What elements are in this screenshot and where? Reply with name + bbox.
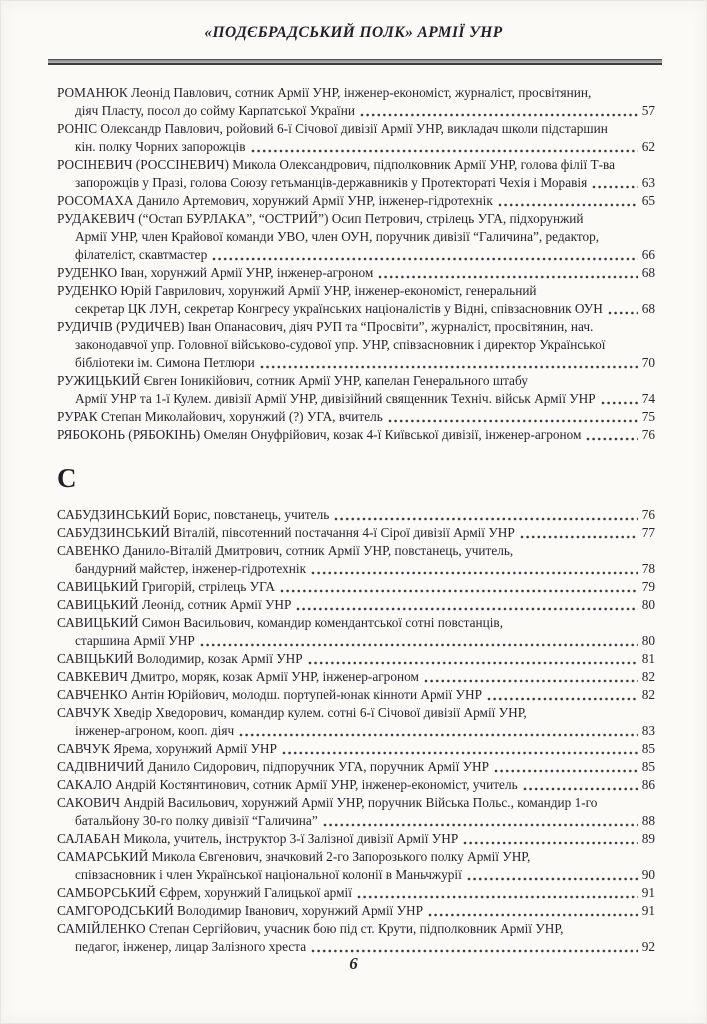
entry-line — [57, 426, 655, 444]
entry-line: САВЕНКО Данило-Віталій Дмитрович, сотник Армії УНР, повстанець, учитель, — [57, 543, 514, 558]
dot-leader — [494, 769, 638, 773]
toc-entry — [57, 884, 655, 902]
entry-text: бібліотеки ім. Симона Петлюри — [75, 355, 255, 370]
entry-page-number: 76 — [641, 427, 655, 442]
entry-text: САБУДЗИНСЬКИЙ Віталій, півсотенний постачання 4-ї Сірої дивізії Армії УНР — [57, 525, 515, 540]
entry-line — [57, 686, 655, 704]
entry-page-number: 70 — [641, 355, 655, 370]
entry-text: секретар ЦК ЛУН, секретар Конгресу українських націоналістів у Відні, співзасновник ОУН — [75, 301, 603, 316]
toc-entry — [57, 264, 655, 282]
entry-line — [57, 506, 655, 524]
entry-text: інженер-агроном, кооп. діяч — [75, 723, 235, 738]
dot-leader — [592, 185, 638, 189]
entry-page-number: 81 — [641, 651, 655, 666]
toc-entry — [57, 156, 655, 192]
toc-entry — [57, 506, 655, 524]
entry-line — [57, 596, 655, 614]
entry-text: САВІЦЬКИЙ Володимир, козак Армії УНР — [57, 651, 303, 666]
dot-leader — [200, 643, 638, 647]
dot-leader — [498, 203, 638, 207]
entry-text: РОСОМАХА Данило Артемович, хорунжий Армії УНР, інженер-гідротехнік — [57, 193, 493, 208]
entry-line — [57, 632, 655, 650]
header-rule — [48, 59, 662, 65]
entry-page-number: 68 — [641, 265, 655, 280]
entry-line: РОСІНЕВИЧ (РОССІНЕВИЧ) Микола Олександрович, підполковник Армії УНР, голова філії Т-ва — [57, 157, 616, 172]
entry-page-number: 63 — [641, 175, 655, 190]
entry-text: запорожців у Празі, голова Союзу гетьманців-державників у Протектораті Чехія і Моравія — [75, 175, 588, 190]
entry-text: РУДЕНКО Іван, хорунжий Армії УНР, інженер-агроном — [57, 265, 374, 280]
toc-entry — [57, 408, 655, 426]
toc-entry — [57, 848, 655, 884]
entry-line — [57, 560, 655, 578]
dot-leader — [378, 275, 637, 279]
dot-leader — [520, 535, 638, 539]
dot-leader — [357, 895, 638, 899]
entry-page-number: 85 — [641, 741, 655, 756]
entry-line: САМІЙЛЕНКО Степан Сергійович, учасник бою під ст. Крути, підполковник Армії УНР, — [57, 921, 564, 936]
entry-line: РОМАНЮК Леонід Павлович, сотник Армії УНР, інженер-економіст, журналіст, просвітянин, — [57, 85, 592, 100]
entry-text: САМБОРСЬКИЙ Єфрем, хорунжий Галицької армії — [57, 885, 352, 900]
entry-page-number: 82 — [641, 687, 655, 702]
entry-line: РУДЕНКО Юрій Гаврилович, хорунжий Армії УНР, інженер-економіст, генеральний — [57, 283, 537, 298]
entry-text: РУРАК Степан Миколайович, хорунжий (?) УГА, вчитель — [57, 409, 383, 424]
dot-leader — [311, 571, 638, 575]
entry-line — [57, 524, 655, 542]
running-title: «ПОДЄБРАДСЬКИЙ ПОЛК» АРМІЇ УНР — [204, 24, 503, 41]
footer-page-number: 6 — [349, 954, 358, 973]
entry-line — [57, 740, 655, 758]
entry-line — [57, 902, 655, 920]
entry-line — [57, 390, 655, 408]
toc-entry — [57, 758, 655, 776]
entry-line: САКОВИЧ Андрій Васильович, хорунжий Армії УНР, поручник Війська Польс., командир 1-го — [57, 795, 598, 810]
toc-entry — [57, 372, 655, 408]
entry-line: Армії УНР, член Крайової команди УВО, член ОУН, поручник дивізії “Галичина”, редактор, — [75, 229, 600, 244]
dot-leader — [487, 697, 638, 701]
entry-line — [57, 102, 655, 120]
entry-text: філателіст, скавтмастер — [75, 247, 208, 262]
entry-page-number: 85 — [641, 759, 655, 774]
dot-leader — [323, 823, 638, 827]
dot-leader — [212, 257, 637, 261]
entry-line — [57, 192, 655, 210]
entry-text: САВИЦЬКИЙ Григорій, стрілець УГА — [57, 579, 275, 594]
section-letter: С — [57, 463, 77, 493]
entry-text: САВИЦЬКИЙ Леонід, сотник Армії УНР — [57, 597, 292, 612]
toc-entry — [57, 210, 655, 264]
entry-line — [57, 668, 655, 686]
entry-line — [57, 758, 655, 776]
entry-line — [57, 650, 655, 668]
entry-page-number: 77 — [641, 525, 655, 540]
toc-entry — [57, 192, 655, 210]
entry-page-number: 91 — [641, 885, 655, 900]
entry-line: РОНІС Олександр Павлович, ройовий 6-ї Січової дивізії Армії УНР, викладач школи підстаршин — [57, 121, 608, 136]
toc-entry — [57, 578, 655, 596]
entry-page-number: 62 — [641, 139, 655, 154]
entry-page-number: 57 — [641, 103, 655, 118]
entry-text: САВЧУК Ярема, хорунжий Армії УНР — [57, 741, 277, 756]
entry-line: САВИЦЬКИЙ Симон Васильович, командир комендантської сотні повстанців, — [57, 615, 504, 630]
entry-line — [57, 300, 655, 318]
entry-line — [57, 174, 655, 192]
entry-text: старшина Армії УНР — [75, 633, 195, 648]
dot-leader — [311, 949, 638, 953]
toc-entry — [57, 668, 655, 686]
entry-text: САКАЛО Андрій Костянтинович, сотник Армії УНР, інженер-економіст, учитель — [57, 777, 518, 792]
entry-text: діяч Пласту, посол до сойму Карпатської України — [75, 103, 355, 118]
dot-leader — [608, 311, 638, 315]
dot-leader — [467, 877, 638, 881]
toc-entry — [57, 318, 655, 372]
toc-index — [57, 84, 655, 956]
dot-leader — [424, 679, 638, 683]
entry-page-number: 78 — [641, 561, 655, 576]
entry-text: САДІВНИЧИЙ Данило Сидорович, підпоручник УГА, поручник Армії УНР — [57, 759, 490, 774]
dot-leader — [334, 517, 637, 521]
entry-line — [57, 722, 655, 740]
dot-leader — [296, 607, 637, 611]
entry-line — [57, 830, 655, 848]
entry-page-number: 75 — [641, 409, 655, 424]
entry-page-number: 80 — [641, 633, 655, 648]
entry-text: педагог, інженер, лицар Залізного хреста — [75, 939, 307, 954]
entry-page-number: 82 — [641, 669, 655, 684]
entry-line — [57, 866, 655, 884]
toc-entry — [57, 614, 655, 650]
entry-text: САВЧЕНКО Антін Юрійович, молодш. портупей-юнак кінноти Армії УНР — [57, 687, 482, 702]
toc-entry — [57, 704, 655, 740]
entry-page-number: 88 — [641, 813, 655, 828]
toc-entry — [57, 650, 655, 668]
entry-line: РУДАКЕВИЧ (“Остап БУРЛАКА”, “ОСТРИЙ”) Осип Петрович, стрілець УГА, підхорунжий — [57, 211, 584, 226]
toc-entry — [57, 830, 655, 848]
entry-line — [57, 246, 655, 264]
dot-leader — [601, 401, 638, 405]
entry-page-number: 74 — [641, 391, 655, 406]
entry-line — [57, 884, 655, 902]
toc-entry — [57, 920, 655, 956]
entry-line: САВЧУК Хведір Хведорович, командир кулем. сотні 6-ї Січової дивізії Армії УНР, — [57, 705, 527, 720]
dot-leader — [280, 589, 638, 593]
entry-line — [57, 776, 655, 794]
entry-page-number: 92 — [641, 939, 655, 954]
dot-leader — [282, 751, 638, 755]
entry-line — [57, 408, 655, 426]
entry-text: кін. полку Чорних запорожців — [75, 139, 246, 154]
entry-page-number: 89 — [641, 831, 655, 846]
entry-text: САВКЕВИЧ Дмитро, моряк, козак Армії УНР, інженер-агроном — [57, 669, 419, 684]
entry-text: співзасновник і член Української національної колонії в Маньчжурії — [75, 867, 462, 882]
entry-line: САМАРСЬКИЙ Микола Євгенович, значковий 2-го Запорозького полку Армії УНР, — [57, 849, 531, 864]
entry-text: САЛАБАН Микола, учитель, інструктор 3-ї Залізної дивізії Армії УНР — [57, 831, 459, 846]
entry-line: РУЖИЦЬКИЙ Євген Іоникійович, сотник Армії УНР, капелан Генерального штабу — [57, 373, 528, 388]
dot-leader — [251, 149, 638, 153]
entry-page-number: 76 — [641, 507, 655, 522]
entry-page-number: 86 — [641, 777, 655, 792]
dot-leader — [586, 437, 637, 441]
entry-text: РЯБОКОНЬ (РЯБОКІНЬ) Омелян Онуфрійович, козак 4-ї Київської дивізії, інженер-агроном — [57, 427, 582, 442]
entry-page-number: 79 — [641, 579, 655, 594]
entry-page-number: 80 — [641, 597, 655, 612]
dot-leader — [523, 787, 638, 791]
entry-line — [57, 812, 655, 830]
toc-entry — [57, 902, 655, 920]
toc-entry — [57, 426, 655, 444]
entry-line: законодавчої упр. Головної військово-судової упр. УНР, співзасновник і директор Української — [75, 337, 606, 352]
entry-page-number: 66 — [641, 247, 655, 262]
entry-line: РУДИЧІВ (РУДИЧЕВ) Іван Опанасович, діяч РУП та “Просвіти”, журналіст, просвітянин, нач. — [57, 319, 594, 334]
dot-leader — [239, 733, 638, 737]
entry-text: бандурний майстер, інженер-гідротехнік — [75, 561, 307, 576]
entry-page-number: 90 — [641, 867, 655, 882]
entry-page-number: 68 — [641, 301, 655, 316]
entry-text: САМГОРОДСЬКИЙ Володимир Іванович, хорунжий Армії УНР — [57, 903, 423, 918]
entry-line — [57, 138, 655, 156]
toc-entry — [57, 282, 655, 318]
dot-leader — [308, 661, 638, 665]
dot-leader — [388, 419, 638, 423]
toc-entry — [57, 686, 655, 704]
dot-leader — [428, 913, 638, 917]
toc-entry — [57, 596, 655, 614]
toc-entry — [57, 776, 655, 794]
dot-leader — [463, 841, 637, 845]
toc-entry — [57, 120, 655, 156]
dot-leader — [360, 113, 638, 117]
entry-page-number: 83 — [641, 723, 655, 738]
entry-line — [57, 264, 655, 282]
toc-entry — [57, 84, 655, 120]
entry-page-number: 65 — [641, 193, 655, 208]
entry-line — [57, 578, 655, 596]
toc-entry — [57, 524, 655, 542]
entry-text: Армії УНР та 1-ї Кулем. дивізії Армії УНР, дивізійний священник Техніч. військ Армії УНР — [75, 391, 596, 406]
entry-text: САБУДЗИНСЬКИЙ Борис, повстанець, учитель — [57, 507, 330, 522]
entry-line — [57, 354, 655, 372]
toc-entry — [57, 542, 655, 578]
toc-entry — [57, 740, 655, 758]
dot-leader — [260, 365, 638, 369]
entry-text: батальйону 30-го полку дивізії “Галичина” — [75, 813, 318, 828]
entry-page-number: 91 — [641, 903, 655, 918]
toc-entry — [57, 794, 655, 830]
